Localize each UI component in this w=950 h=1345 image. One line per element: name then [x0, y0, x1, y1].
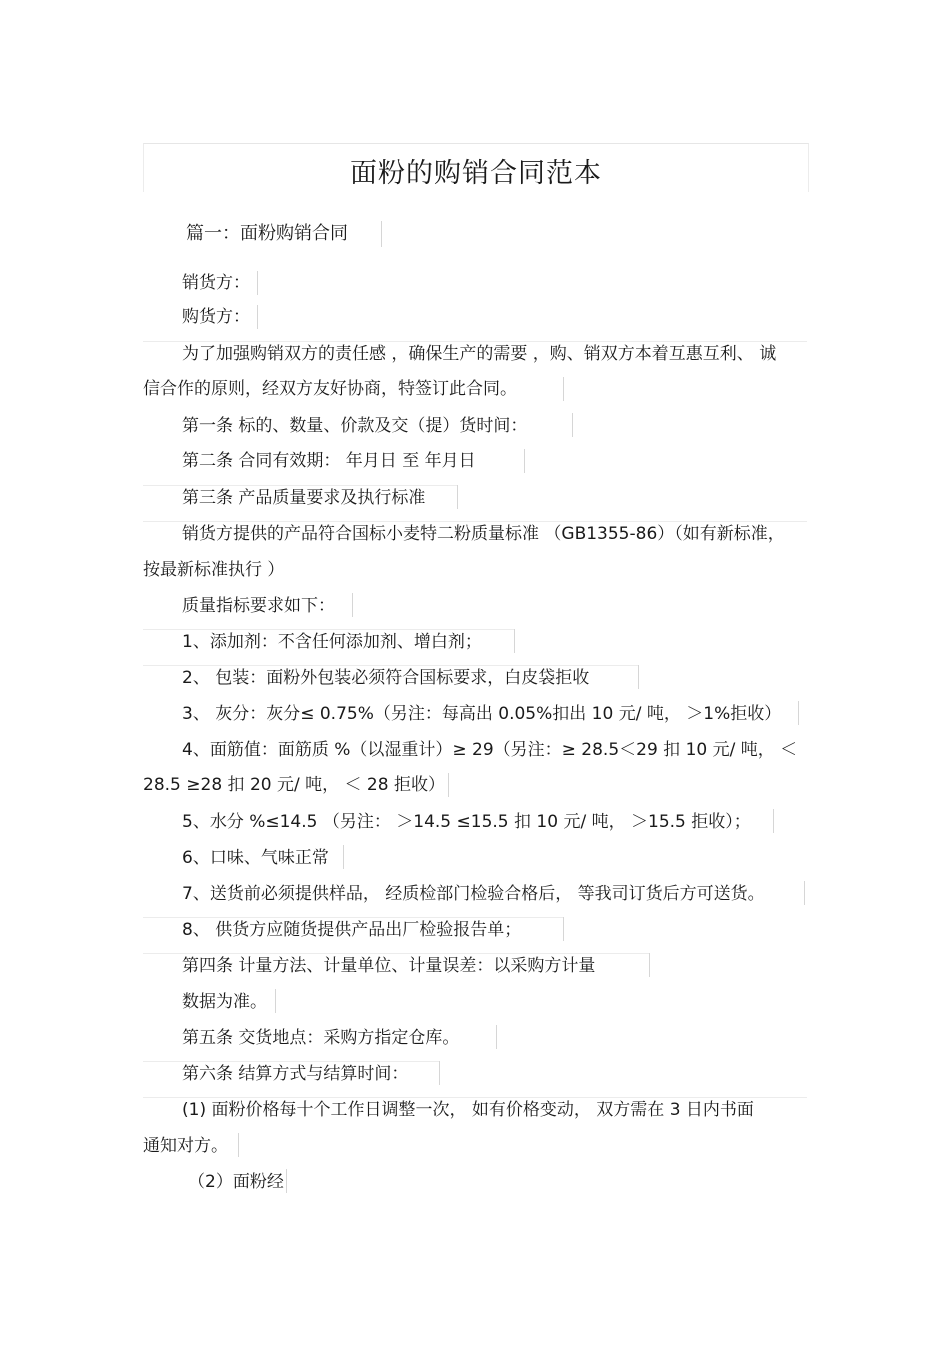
article-1: 第一条 标的、数量、价款及交（提）货时间： — [182, 416, 528, 436]
text-cursor-bar — [638, 665, 639, 689]
article-3: 第三条 产品质量要求及执行标准 — [182, 488, 426, 508]
text-cursor-bar — [238, 1133, 239, 1157]
quality-item-6: 6、口味、气味正常 — [182, 848, 329, 868]
seller-line: 销货方： — [182, 273, 250, 293]
document-title: 面粉的购销合同范本 — [350, 158, 602, 189]
quality-item-4: 4、面筋值：面筋质 %（以湿重计）≥ 29（另注：≥ 28.5＜29 扣 10 元/ 吨， ＜ — [182, 740, 798, 760]
article-6: 第六条 结算方式与结算时间： — [182, 1064, 409, 1084]
title-box — [143, 143, 809, 192]
text-cursor-bar — [572, 413, 573, 437]
text-cursor-bar — [496, 1025, 497, 1049]
text-cursor-bar — [352, 593, 353, 617]
text-cursor-bar — [275, 989, 276, 1013]
text-cursor-bar — [286, 1169, 287, 1193]
text-cursor-bar — [563, 917, 564, 941]
quality-item-3: 3、 灰分：灰分≤ 0.75%（另注：每高出 0.05%扣出 10 元/ 吨， ＞1%拒收） — [182, 704, 782, 724]
text-cursor-bar — [773, 809, 774, 833]
text-cursor-bar — [798, 701, 799, 725]
article-5: 第五条 交货地点：采购方指定仓库。 — [182, 1028, 460, 1048]
standard-line: 销货方提供的产品符合国标小麦特二粉质量标准 （GB1355-86）（如有新标准， — [182, 524, 785, 544]
text-cursor-bar — [381, 221, 382, 247]
text-cursor-bar — [439, 1061, 440, 1085]
text-cursor-bar — [649, 953, 650, 977]
quality-item-2: 2、 包装：面粉外包装必须符合国标要求，白皮袋拒收 — [182, 668, 590, 688]
quality-item-4: 28.5 ≥28 扣 20 元/ 吨， ＜ 28 拒收） — [143, 775, 445, 795]
payment-item-1: (1) 面粉价格每十个工作日调整一次， 如有价格变动， 双方需在 3 日内书面 — [182, 1100, 754, 1120]
text-cursor-bar — [804, 881, 805, 905]
article-2: 第二条 合同有效期： 年月日 至 年月日 — [182, 451, 476, 471]
text-cursor-bar — [457, 485, 458, 509]
quality-item-1: 1、添加剂：不含任何添加剂、增白剂； — [182, 632, 482, 652]
text-cursor-bar — [257, 305, 258, 329]
quality-item-5: 5、水分 %≤14.5 （另注： ＞14.5 ≤15.5 扣 10 元/ 吨， ＞15.5 拒收）； — [182, 812, 751, 832]
quality-item-7: 7、送货前必须提供样品， 经质检部门检验合格后， 等我司订货后方可送货。 — [182, 884, 765, 904]
payment-item-1: 通知对方。 — [143, 1136, 228, 1156]
intro-paragraph-line: 为了加强购销双方的责任感 ，确保生产的需要 ，购、销双方本着互惠互利、 诚 — [182, 344, 777, 364]
intro-paragraph-line: 信合作的原则，经双方友好协商，特签订此合同。 — [143, 379, 517, 399]
text-cursor-bar — [563, 377, 564, 401]
payment-item-2: （2）面粉经 — [188, 1172, 284, 1192]
article-4: 第四条 计量方法、计量单位、计量误差：以采购方计量 — [182, 956, 596, 976]
article-4-cont: 数据为准。 — [182, 992, 267, 1012]
text-cursor-bar — [257, 271, 258, 295]
text-cursor-bar — [514, 629, 515, 653]
section-heading: 篇一：面粉购销合同 — [186, 223, 348, 244]
quality-heading: 质量指标要求如下： — [182, 596, 335, 616]
text-cursor-bar — [448, 773, 449, 797]
buyer-line: 购货方： — [182, 307, 250, 327]
standard-line: 按最新标准执行 ） — [143, 560, 285, 580]
quality-item-8: 8、 供货方应随货提供产品出厂检验报告单； — [182, 920, 522, 940]
text-cursor-bar — [524, 449, 525, 473]
text-cursor-bar — [343, 845, 344, 869]
